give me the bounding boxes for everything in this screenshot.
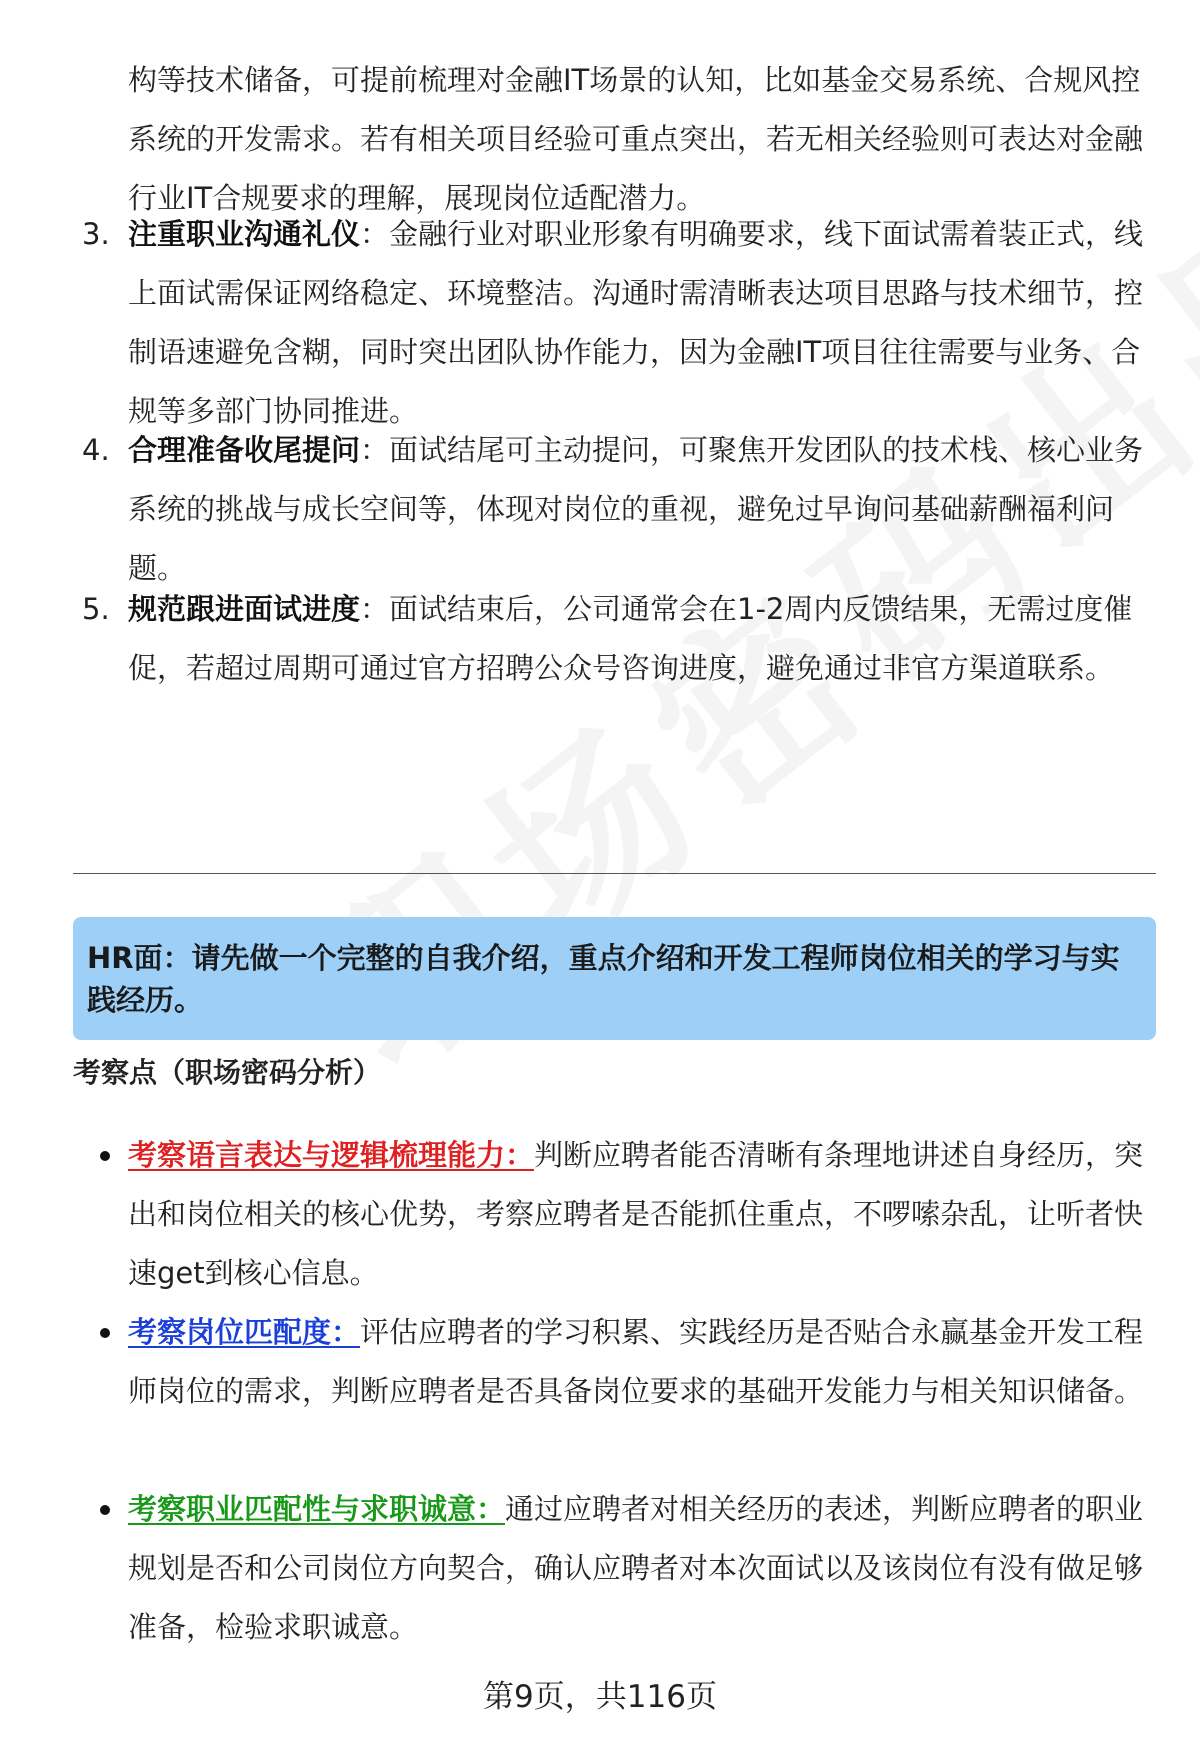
bullet-dot [100,1505,110,1515]
bullet-dot [100,1328,110,1338]
bullet-text: 评估应聘者的学习积累、实践经历是否贴合永赢基金开发工程师岗位的需求，判断应聘者是否具备岗位要求的基础开发能力与相关知识储备。 [128,1315,1144,1408]
item-title: 注重职业沟通礼仪 [128,217,361,251]
item-text: ：面试结束后，公司通常会在1-2周内反馈结果，无需过度催促，若超过周期可通过官方招聘公众号咨询进度，避免通过非官方渠道联系。 [128,592,1133,685]
bullet-item-fit [128,1303,1148,1421]
bullet-item-language [128,1126,1148,1303]
section-divider [73,873,1156,874]
item-text: ：面试结尾可主动提问，可聚焦开发团队的技术栈、核心业务系统的挑战与成长空间等，体现对岗位的重视，避免过早询问基础薪酬福利问题。 [128,433,1144,585]
item-title: 规范跟进面试进度 [128,592,361,626]
question-box [73,917,1156,1040]
numbered-item-3 [82,205,1148,441]
continuation-paragraph: 构等技术储备，可提前梳理对金融IT场景的认知，比如基金交易系统、合规风控系统的开发需求。若有相关项目经验可重点突出，若无相关经验则可表达对金融行业IT合规要求的理解，展现岗位适配潜力。 [128,63,1144,215]
bullet-label: 考察语言表达与逻辑梳理能力： [128,1138,535,1172]
page-number: 第9页，共116页 [483,1679,717,1715]
bullet-label: 考察岗位匹配度： [128,1315,361,1349]
numbered-item-4 [82,421,1148,598]
bullet-text: 判断应聘者能否清晰有条理地讲述自身经历，突出和岗位相关的核心优势，考察应聘者是否能抓住重点，不啰嗦杂乱，让听者快速get到核心信息。 [128,1138,1144,1290]
numbered-item-5 [82,580,1148,698]
section-heading: 考察点（职场密码分析） [73,1056,382,1089]
item-number: 4. [82,433,110,467]
question-text: HR面：请先做一个完整的自我介绍，重点介绍和开发工程师岗位相关的学习与实践经历。 [87,941,1120,1017]
item-number: 3. [82,217,110,251]
item-number: 5. [82,592,110,626]
bullet-dot [100,1151,110,1161]
bullet-text: 通过应聘者对相关经历的表述，判断应聘者的职业规划是否和公司岗位方向契合，确认应聘者对本次面试以及该岗位有没有做足够准备，检验求职诚意。 [128,1492,1144,1644]
item-text: ：金融行业对职业形象有明确要求，线下面试需着装正式，线上面试需保证网络稳定、环境整洁。沟通时需清晰表达项目思路与技术细节，控制语速避免含糊，同时突出团队协作能力，因为金融IT项目往往需要与业务、合规等多部门协同推进。 [128,217,1144,428]
bullet-label: 考察职业匹配性与求职诚意： [128,1492,506,1526]
bullet-item-sincerity [128,1480,1148,1657]
item-title: 合理准备收尾提问 [128,433,361,467]
